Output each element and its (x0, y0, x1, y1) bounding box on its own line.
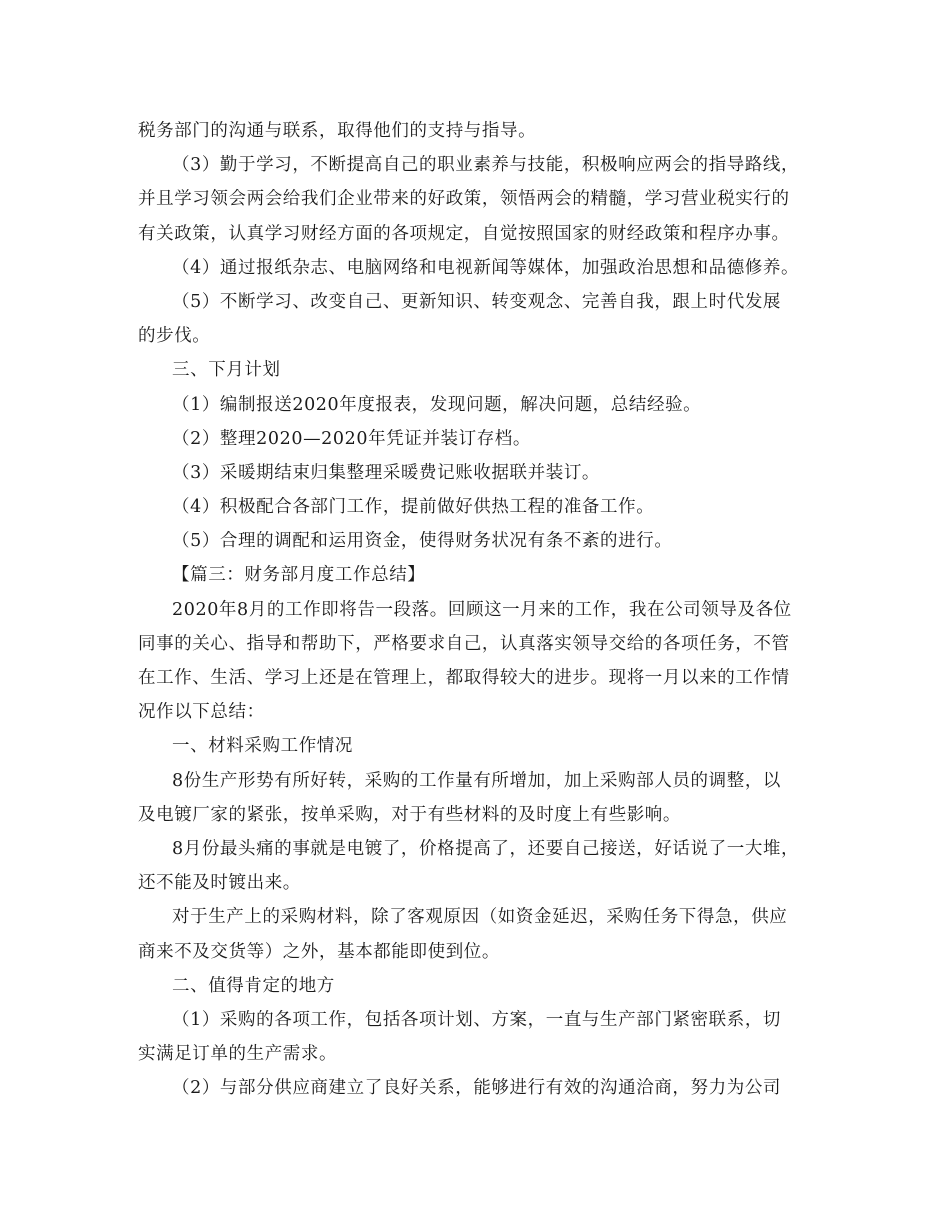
list-item: （1）编制报送2020年度报表，发现问题，解决问题，总结经验。 (172, 394, 702, 415)
article-title: 【篇三：财务部月度工作总结】 (172, 565, 426, 586)
list-item: （1）采购的各项工作，包括各项计划、方案，一直与生产部门紧密联系，切 (172, 1009, 782, 1030)
list-item: （2）与部分供应商建立了良好关系，能够进行有效的沟通洽商，努力为公司 (172, 1078, 782, 1099)
text-line: 对于生产上的采购材料，除了客观原因（如资金延迟，采购任务下得急，供应 (172, 907, 788, 928)
text-line: 的步伐。 (138, 326, 211, 347)
text-line: 商来不及交货等）之外，基本都能即使到位。 (138, 941, 500, 962)
text-line: 税务部门的沟通与联系，取得他们的支持与指导。 (138, 121, 537, 141)
text-line: （3）勤于学习，不断提高自己的职业素养与技能，积极响应两会的指导路线， (172, 155, 800, 176)
section-heading: 三、下月计划 (172, 360, 281, 381)
text-line: 有关政策，认真学习财经方面的各项规定，自觉按照国家的财经政策和程序办事。 (138, 223, 790, 244)
list-item: （2）整理2020—2020年凭证并装订存档。 (172, 428, 532, 449)
list-item: （4）积极配合各部门工作，提前做好供热工程的准备工作。 (172, 497, 655, 518)
text-line: 同事的关心、指导和帮助下，严格要求自己，认真落实领导交给的各项任务，不管 (138, 633, 790, 654)
text-line: （4）通过报纸杂志、电脑网络和电视新闻等媒体，加强政治思想和品德修养。 (172, 257, 800, 278)
list-item: （5）合理的调配和运用资金，使得财务状况有条不紊的进行。 (172, 531, 673, 552)
text-line: （5）不断学习、改变自己、更新知识、转变观念、完善自我，跟上时代发展 (172, 291, 782, 312)
list-item: （3）采暖期结束归集整理采暖费记账收据联并装订。 (172, 462, 601, 483)
text-line: 在工作、生活、学习上还是在管理上，都取得较大的进步。现将一月以来的工作情 (138, 668, 790, 688)
text-line: 并且学习领会两会给我们企业带来的好政策，领悟两会的精髓，学习营业税实行的 (138, 189, 790, 210)
text-line: 2020年8月的工作即将告一段落。回顾这一月来的工作，我在公司领导及各位 (172, 599, 792, 620)
section-heading: 一、材料采购工作情况 (172, 736, 353, 757)
text-line: 还不能及时镀出来。 (138, 873, 301, 894)
text-line: 况作以下总结： (138, 702, 265, 723)
text-line: 8份生产形势有所好转，采购的工作量有所增加，加上采购部人员的调整，以 (172, 770, 782, 791)
text-line: 及电镀厂家的紧张，按单采购，对于有些材料的及时度上有些影响。 (138, 804, 681, 825)
text-line: 实满足订单的生产需求。 (138, 1044, 338, 1065)
section-heading: 二、值得肯定的地方 (172, 975, 335, 996)
text-line: 8月份最头痛的事就是电镀了，价格提高了，还要自己接送，好话说了一大堆， (172, 838, 800, 859)
